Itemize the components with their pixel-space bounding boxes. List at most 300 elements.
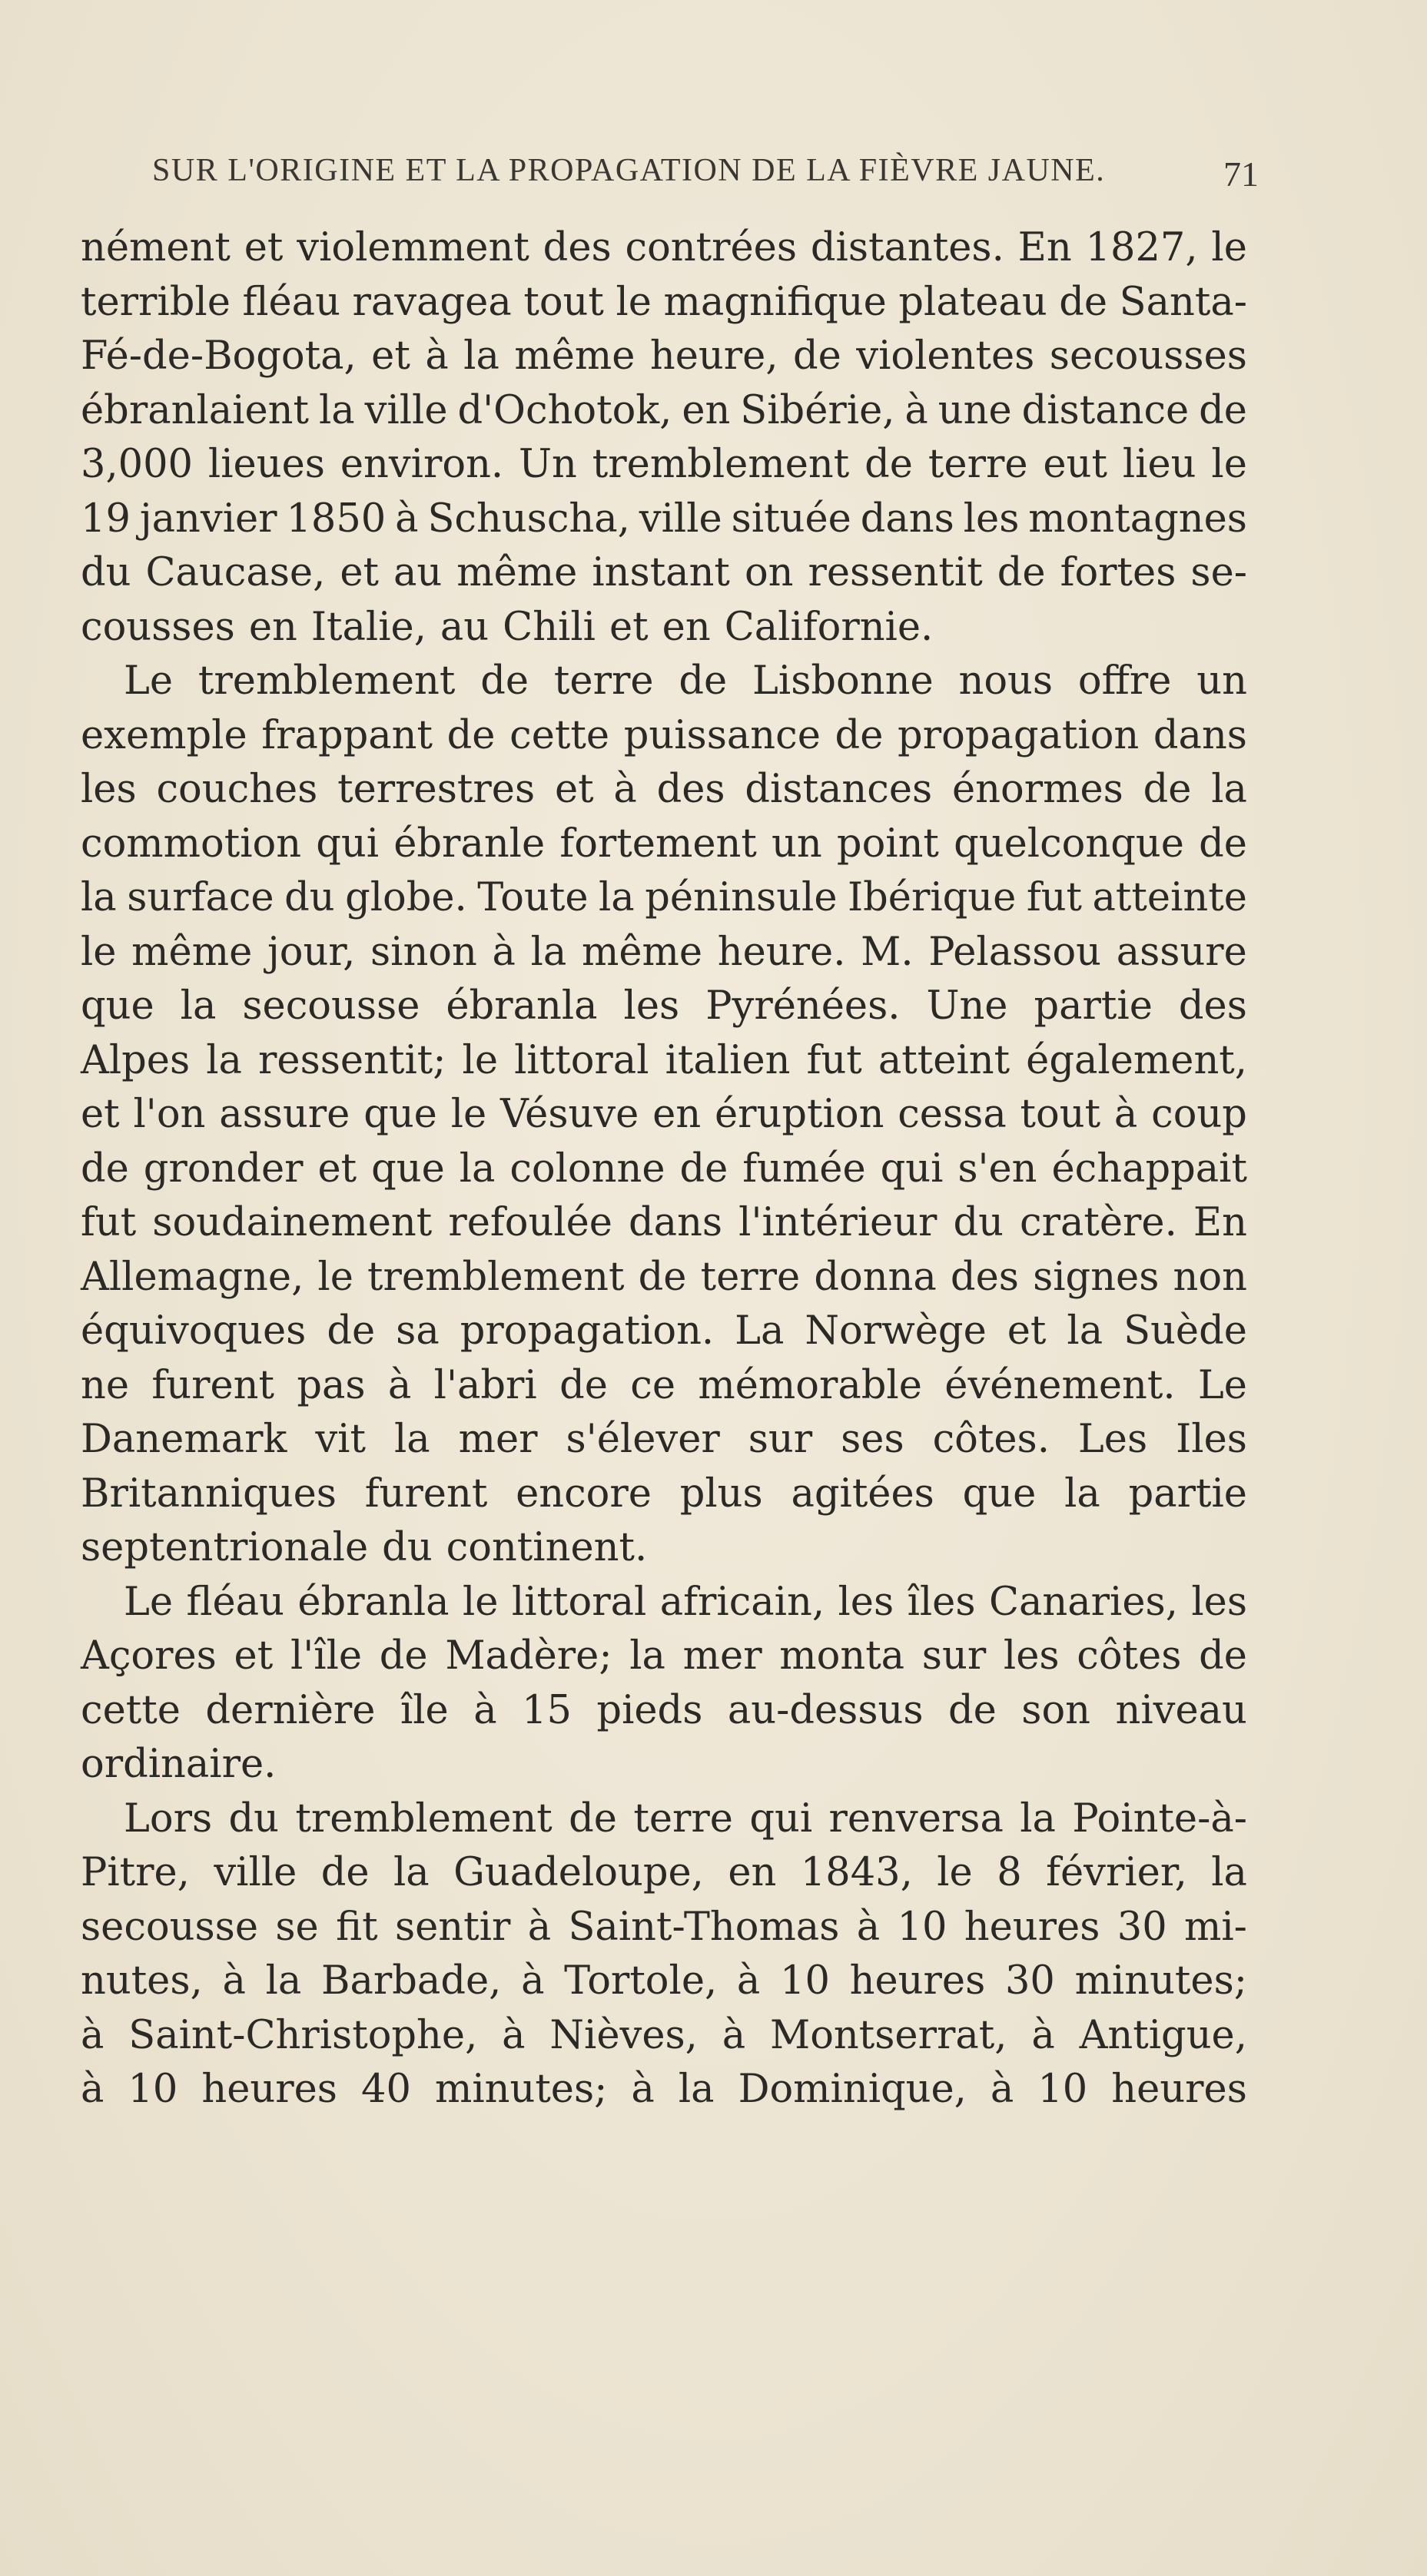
text-line xyxy=(81,546,1247,601)
word: non xyxy=(1173,1254,1247,1300)
word: terrible xyxy=(81,279,231,325)
word: heures xyxy=(201,2067,337,2112)
word: les xyxy=(838,1579,894,1625)
word: des xyxy=(543,225,612,270)
word: surface xyxy=(127,875,274,920)
word: de xyxy=(1199,1633,1247,1679)
word: 30 xyxy=(1004,1958,1055,2004)
word: atteint xyxy=(878,1037,1011,1083)
word: Norwège xyxy=(805,1308,987,1354)
word: 8 xyxy=(997,1850,1022,1895)
word: Les xyxy=(1077,1417,1148,1462)
word: Canaries, xyxy=(988,1579,1178,1625)
word: fut xyxy=(806,1037,862,1083)
word: violemment xyxy=(297,225,529,270)
word: plateau xyxy=(898,279,1047,325)
word: fumée xyxy=(742,1145,866,1192)
word: furent xyxy=(364,1470,488,1517)
word: ébranla xyxy=(297,1579,450,1625)
word: Un xyxy=(519,442,577,487)
word: qui xyxy=(316,821,380,867)
word: fortes xyxy=(1060,550,1176,595)
text-line xyxy=(81,1413,1247,1467)
word: 40 xyxy=(361,2067,411,2112)
word: Dominique, xyxy=(738,2067,967,2112)
word: point xyxy=(836,821,939,867)
word: en xyxy=(682,387,731,433)
word: le xyxy=(462,1579,499,1625)
word: mer xyxy=(458,1417,538,1462)
word: magnifique xyxy=(663,279,887,325)
word: environ. xyxy=(340,442,504,487)
word: Californie. xyxy=(724,604,934,650)
word: contrées xyxy=(625,225,798,270)
text-line xyxy=(81,601,1247,655)
word: Italie, xyxy=(310,604,426,650)
word: de xyxy=(997,550,1046,595)
word: du xyxy=(284,875,335,920)
text-line xyxy=(81,330,1247,384)
word: février, xyxy=(1046,1850,1187,1895)
word: à xyxy=(222,1958,246,2004)
text-line xyxy=(81,1846,1247,1901)
word: et xyxy=(1007,1308,1047,1354)
text-line xyxy=(81,1521,1247,1576)
word: de xyxy=(569,1795,617,1842)
word: se- xyxy=(1190,550,1247,595)
word: violentes xyxy=(856,333,1035,379)
text-line xyxy=(81,1088,1247,1142)
word: littoral xyxy=(514,1037,649,1083)
word: et xyxy=(244,225,284,270)
word: propagation. xyxy=(460,1308,715,1354)
word: le xyxy=(450,1092,487,1137)
word: sentir xyxy=(394,1904,511,1950)
word: de xyxy=(327,1308,376,1354)
word: du xyxy=(953,1200,1004,1245)
word: frappant xyxy=(261,712,433,758)
word: du xyxy=(228,1795,279,1842)
text-line xyxy=(81,1629,1247,1684)
word: la xyxy=(180,983,217,1029)
word: 10 xyxy=(780,1958,830,2004)
word: Lors xyxy=(124,1795,213,1842)
word: terre xyxy=(553,658,654,704)
word: 3,000 xyxy=(81,442,194,487)
word: terre xyxy=(633,1795,733,1842)
word: ville xyxy=(364,387,448,433)
word: à xyxy=(387,1362,412,1408)
word: puissance xyxy=(623,712,821,758)
word: terre xyxy=(928,442,1028,487)
word: secousses xyxy=(1049,333,1247,379)
word: dans xyxy=(1153,712,1247,758)
word: l'abri xyxy=(433,1362,537,1408)
word: fut xyxy=(1026,875,1083,920)
word: on xyxy=(744,550,794,595)
word: les xyxy=(963,496,1020,542)
word: et xyxy=(340,550,379,595)
word: également, xyxy=(1026,1037,1247,1083)
word: africain, xyxy=(659,1579,825,1625)
word: de xyxy=(320,1850,370,1895)
word: fit xyxy=(336,1904,378,1950)
text-line xyxy=(81,817,1247,872)
word: Saint-Christophe, xyxy=(128,2012,478,2058)
word: la xyxy=(81,875,117,920)
word: nous xyxy=(958,658,1054,704)
word: le xyxy=(1211,442,1247,487)
word: la xyxy=(265,1958,302,2004)
word: de xyxy=(947,1687,997,1733)
word: à xyxy=(473,1687,497,1733)
body-text xyxy=(81,221,1247,2117)
word: distantes. xyxy=(810,225,1004,270)
word: à xyxy=(1031,2012,1055,2058)
word: nutes, xyxy=(81,1958,203,2004)
word: la xyxy=(318,387,355,433)
word: le xyxy=(317,1254,353,1300)
word: les xyxy=(1003,1633,1060,1679)
word: instant xyxy=(592,550,730,595)
word: Madère; xyxy=(445,1633,612,1679)
text-line xyxy=(81,221,1247,276)
word: M. xyxy=(861,929,914,975)
word: nément xyxy=(81,225,231,270)
word: que xyxy=(962,1470,1037,1517)
word: la xyxy=(1067,1308,1103,1354)
word: s'élever xyxy=(566,1417,720,1462)
word: ébranla xyxy=(446,983,598,1029)
text-line xyxy=(81,492,1247,547)
word: Tortole, xyxy=(564,1958,718,2004)
word: Nièves, xyxy=(549,2012,698,2058)
word: tremblement xyxy=(197,658,456,704)
word: la xyxy=(459,1145,496,1192)
word: Ibérique xyxy=(848,875,1017,920)
word: que xyxy=(363,1092,437,1137)
word: à xyxy=(395,496,419,542)
word: 1843, xyxy=(800,1850,913,1895)
word: de xyxy=(81,1145,129,1192)
text-line xyxy=(81,276,1247,330)
word: Iles xyxy=(1176,1417,1247,1462)
word: la xyxy=(530,929,567,975)
word: lieues xyxy=(207,442,325,487)
word: et xyxy=(234,1633,274,1679)
word: tremblement xyxy=(367,1254,625,1300)
word: Le xyxy=(124,1579,174,1625)
word: sinon xyxy=(370,929,477,975)
word: même xyxy=(456,550,578,595)
word: sur xyxy=(921,1633,987,1679)
word: à xyxy=(613,767,637,812)
word: sur xyxy=(748,1417,813,1462)
word: la xyxy=(1020,1795,1056,1842)
word: lieu xyxy=(1122,442,1196,487)
text-line xyxy=(81,2009,1247,2064)
word: dernière xyxy=(205,1687,376,1733)
word: à xyxy=(736,1958,761,2004)
word: de xyxy=(1143,767,1192,812)
word: de xyxy=(480,658,529,704)
word: échappait xyxy=(1051,1145,1247,1192)
word: tremblement xyxy=(592,442,850,487)
word: mémorable xyxy=(698,1362,922,1408)
word: Alpes xyxy=(81,1037,191,1083)
word: dans xyxy=(860,496,954,542)
word: Caucase, xyxy=(145,550,326,595)
word: le xyxy=(81,929,117,975)
word: à xyxy=(1113,1092,1138,1137)
word: Pyrénées. xyxy=(705,983,901,1029)
word: quelconque xyxy=(954,821,1184,867)
word: de xyxy=(638,1254,687,1300)
word: eut xyxy=(1043,442,1107,487)
text-line xyxy=(81,1305,1247,1359)
text-line xyxy=(81,1142,1247,1197)
word: En xyxy=(1193,1200,1247,1245)
word: heure, xyxy=(649,333,778,379)
word: de xyxy=(1059,279,1108,325)
text-line xyxy=(81,1792,1247,1847)
word: cessa xyxy=(898,1092,1007,1137)
text-line xyxy=(81,438,1247,492)
word: En xyxy=(1017,225,1072,270)
word: ordinaire. xyxy=(81,1742,277,1787)
word: cousses xyxy=(81,604,235,650)
word: Une xyxy=(926,983,1008,1029)
word: ébranle xyxy=(393,821,546,867)
word: de xyxy=(835,712,884,758)
word: heures xyxy=(1111,2067,1247,2112)
word: le xyxy=(616,279,652,325)
word: Açores xyxy=(81,1633,217,1679)
word: Barbade, xyxy=(321,1958,502,2004)
word: partie xyxy=(1034,983,1153,1029)
word: continent. xyxy=(446,1525,648,1570)
word: même xyxy=(582,929,703,975)
text-line xyxy=(81,655,1247,709)
text-line xyxy=(81,926,1247,980)
word: 1850 xyxy=(286,496,387,542)
word: 1827, xyxy=(1085,225,1198,270)
word: ravagea xyxy=(352,279,512,325)
word: terre xyxy=(700,1254,801,1300)
word: agitées xyxy=(791,1470,934,1517)
word: Pitre, xyxy=(81,1850,190,1895)
word: la xyxy=(678,2067,715,2112)
word: Le xyxy=(1197,1362,1247,1408)
word: niveau xyxy=(1115,1687,1247,1733)
word: de xyxy=(679,1145,728,1192)
word: que xyxy=(81,983,154,1029)
word: même xyxy=(131,929,253,975)
text-line xyxy=(81,1738,1247,1792)
word: à xyxy=(81,2067,105,2112)
word: encore xyxy=(516,1470,652,1517)
word: coup xyxy=(1151,1092,1247,1137)
word: furent xyxy=(151,1362,274,1408)
word: un xyxy=(772,821,822,867)
word: colonne xyxy=(509,1145,665,1192)
word: ressentit; xyxy=(258,1037,446,1083)
word: au xyxy=(440,604,489,650)
word: en xyxy=(728,1850,777,1895)
word: mi- xyxy=(1184,1904,1247,1950)
word: les xyxy=(623,983,680,1029)
word: refoulée xyxy=(448,1200,612,1245)
word: du xyxy=(81,550,131,595)
word: ébranlaient xyxy=(81,387,310,433)
word: la xyxy=(629,1633,665,1679)
word: Antigue, xyxy=(1079,2012,1247,2058)
word: couches xyxy=(156,767,318,812)
word: plus xyxy=(679,1470,763,1517)
word: à xyxy=(521,1958,545,2004)
word: tremblement xyxy=(295,1795,553,1842)
word: de xyxy=(679,658,728,704)
word: qui xyxy=(749,1795,813,1842)
word: située xyxy=(731,496,851,542)
text-line xyxy=(81,2063,1247,2117)
word: septentrionale xyxy=(81,1525,369,1570)
word: même xyxy=(514,333,636,379)
word: la xyxy=(206,1037,242,1083)
page-header xyxy=(152,152,1259,198)
word: un xyxy=(1196,658,1247,704)
word: en xyxy=(652,1092,702,1137)
word: exemple xyxy=(81,712,247,758)
word: la xyxy=(1211,1850,1247,1895)
word: à xyxy=(722,2012,746,2058)
word: Danemark xyxy=(81,1417,287,1462)
page-number: 71 xyxy=(1223,154,1259,194)
word: péninsule xyxy=(645,875,838,920)
word: des xyxy=(950,1254,1019,1300)
word: pas xyxy=(297,1362,366,1408)
text-line xyxy=(81,1196,1247,1251)
word: au xyxy=(393,550,443,595)
word: son xyxy=(1021,1687,1091,1733)
word: à xyxy=(492,929,516,975)
text-line xyxy=(81,763,1247,817)
word: et xyxy=(609,604,649,650)
word: minutes; xyxy=(434,2067,608,2112)
word: 10 xyxy=(897,1904,947,1950)
word: atteinte xyxy=(1092,875,1247,920)
word: de xyxy=(864,442,913,487)
word: le xyxy=(1211,225,1247,270)
word: cratère. xyxy=(1020,1200,1177,1245)
word: assure xyxy=(1116,929,1247,975)
word: soudainement xyxy=(152,1200,433,1245)
word: et xyxy=(81,1092,120,1137)
word: l'île xyxy=(290,1633,363,1679)
word: côtes xyxy=(1077,1633,1182,1679)
word: Suède xyxy=(1123,1308,1247,1354)
text-line xyxy=(81,1901,1247,1955)
word: la xyxy=(393,1417,430,1462)
word: Pelassou xyxy=(928,929,1102,975)
word: partie xyxy=(1128,1470,1247,1517)
word: mer xyxy=(682,1633,762,1679)
text-line xyxy=(81,1034,1247,1089)
word: offre xyxy=(1077,658,1172,704)
text-line xyxy=(81,871,1247,926)
word: île xyxy=(400,1687,449,1733)
text-line xyxy=(81,1251,1247,1305)
word: ressentit xyxy=(808,550,983,595)
word: gronder xyxy=(143,1145,304,1192)
word: La xyxy=(735,1308,785,1354)
word: signes xyxy=(1033,1254,1160,1300)
word: de xyxy=(793,333,841,379)
word: la xyxy=(393,1850,430,1895)
word: à xyxy=(856,1904,881,1950)
word: équivoques xyxy=(81,1308,307,1354)
word: l'on xyxy=(133,1092,206,1137)
word: à xyxy=(904,387,928,433)
word: 30 xyxy=(1117,1904,1167,1950)
word: dans xyxy=(629,1200,723,1245)
text-line xyxy=(81,1684,1247,1739)
word: commotion xyxy=(81,821,302,867)
word: 10 xyxy=(128,2067,178,2112)
word: en xyxy=(248,604,297,650)
text-line xyxy=(81,1467,1247,1522)
word: et xyxy=(317,1145,357,1192)
word: énormes xyxy=(951,767,1123,812)
word: Le xyxy=(124,658,174,704)
word: montagnes xyxy=(1028,496,1247,542)
word: la xyxy=(1064,1470,1100,1517)
word: l'intérieur xyxy=(738,1200,938,1245)
word: heures xyxy=(849,1958,986,2004)
word: la xyxy=(1211,767,1247,812)
word: distances xyxy=(745,767,933,812)
word: de xyxy=(1199,387,1247,433)
word: événement. xyxy=(944,1362,1176,1408)
word: et xyxy=(371,333,410,379)
word: Britanniques xyxy=(81,1470,337,1517)
word: Allemagne, xyxy=(81,1254,304,1300)
word: minutes; xyxy=(1074,1958,1247,2004)
word: et xyxy=(554,767,594,812)
text-line xyxy=(81,980,1247,1034)
word: ce xyxy=(630,1362,676,1408)
word: qui xyxy=(880,1145,944,1192)
word: ses xyxy=(841,1417,904,1462)
word: à xyxy=(631,2067,655,2112)
word: propagation xyxy=(898,712,1140,758)
word: heures xyxy=(964,1904,1100,1950)
word: vit xyxy=(315,1417,366,1462)
word: ville xyxy=(214,1850,297,1895)
word: fléau xyxy=(242,279,340,325)
word: Saint-Thomas xyxy=(568,1904,840,1950)
word: sa xyxy=(396,1308,440,1354)
word: fut xyxy=(81,1200,137,1245)
word: à xyxy=(81,2012,105,2058)
word: la xyxy=(599,875,635,920)
word: du xyxy=(382,1525,433,1570)
word: en xyxy=(662,604,711,650)
word: s'en xyxy=(957,1145,1037,1192)
word: la xyxy=(463,333,499,379)
word: terrestres xyxy=(337,767,536,812)
word: 15 xyxy=(522,1687,572,1733)
